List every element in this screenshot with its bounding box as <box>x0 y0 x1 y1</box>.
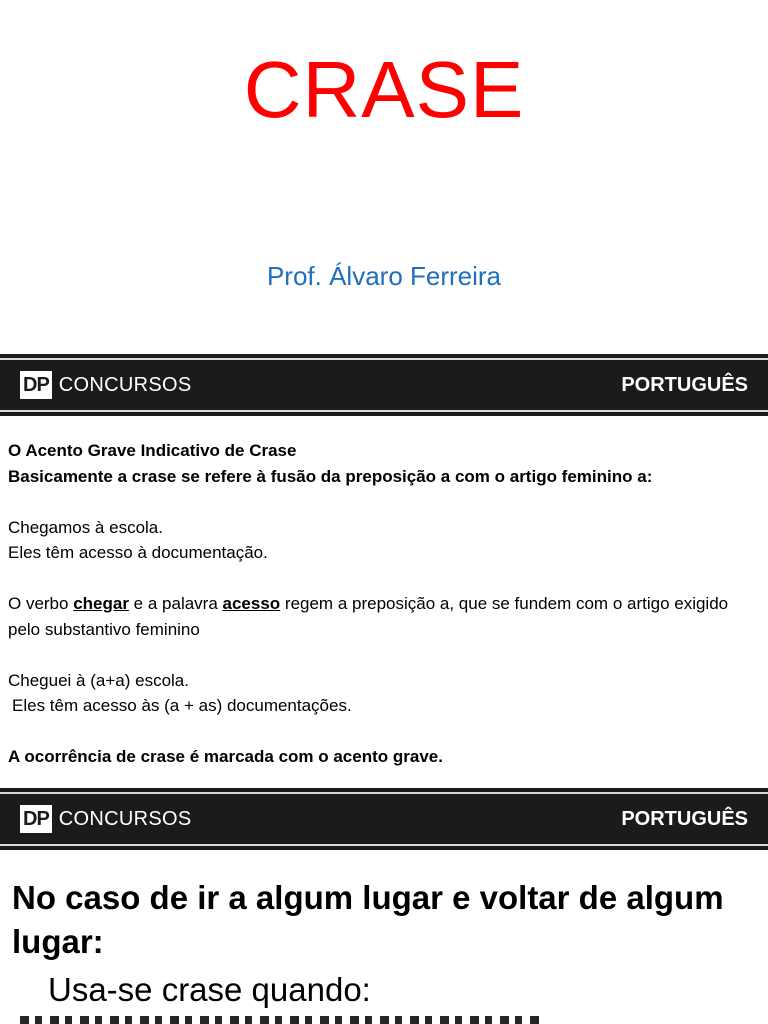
explanation-text: e a palavra <box>128 594 223 613</box>
slide-content <box>8 438 760 770</box>
slide-banner <box>0 792 768 846</box>
content-heading: O Acento Grave Indicativo de Crase <box>8 441 297 460</box>
explanation-paragraph <box>8 591 760 642</box>
slide-author: Prof. Álvaro Ferreira <box>266 261 502 291</box>
explanation-text: regem a preposição a, que se fundem com o artigo exigido pelo substantivo feminino <box>8 594 729 639</box>
logo-text: CONCURSOS <box>58 374 192 396</box>
content-intro: Basicamente a crase se refere à fusão da preposição a com o artigo feminino a: <box>8 466 653 486</box>
slide-banner <box>0 358 768 412</box>
slide-title: CRASE <box>243 45 525 134</box>
dp-concursos-logo <box>20 805 192 833</box>
content-conclusion: A ocorrência de crase é marcada com o acento grave. <box>8 747 443 766</box>
example-line: Eles têm acesso às (a + as) documentações. <box>12 696 352 715</box>
slide-three-subheading: Usa-se crase quando: <box>48 971 371 1008</box>
logo-text: CONCURSOS <box>58 808 192 830</box>
cut-off-text-line <box>20 1016 540 1024</box>
subject-label: PORTUGUÊS <box>621 808 748 830</box>
example-line: Eles têm acesso à documentação. <box>8 543 268 562</box>
slide-three <box>12 876 762 1014</box>
logo-mark: DP <box>20 805 52 833</box>
keyword-chegar: chegar <box>73 594 129 613</box>
explanation-text: O verbo <box>8 594 74 613</box>
dp-concursos-logo <box>20 371 192 399</box>
keyword-acesso: acesso <box>222 594 281 613</box>
example-line: Cheguei à (a+a) escola. <box>8 670 189 690</box>
logo-mark: DP <box>20 371 52 399</box>
example-line: Chegamos à escola. <box>8 517 163 537</box>
subject-label: PORTUGUÊS <box>621 374 748 396</box>
slide-three-heading: No caso de ir a algum lugar e voltar de algum lugar: <box>12 879 724 960</box>
